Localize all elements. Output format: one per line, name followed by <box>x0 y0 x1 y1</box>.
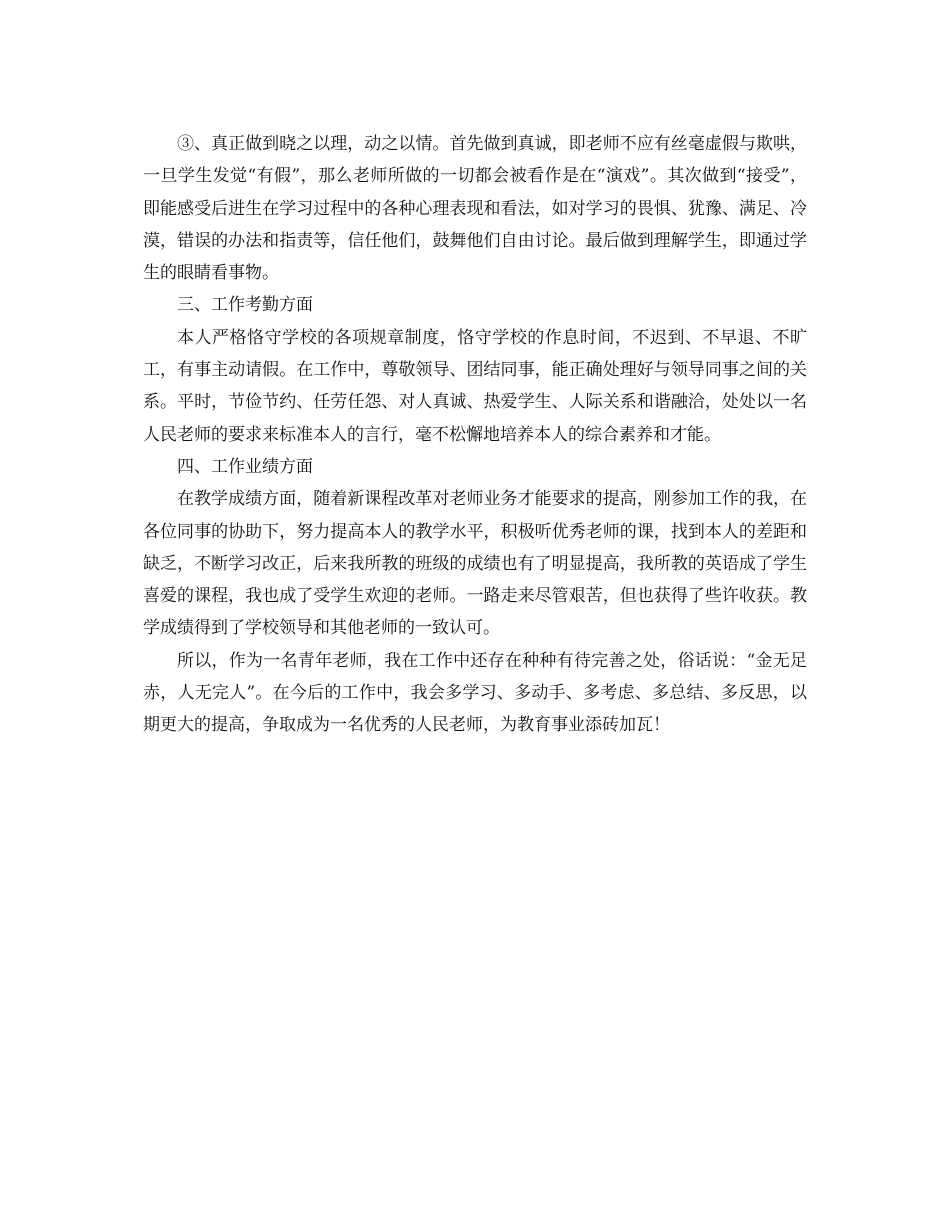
paragraph-attendance: 本人严格恪守学校的各项规章制度，恪守学校的作息时间，不迟到、不早退、不旷工，有事主动请假。在工作中，尊敬领导、团结同事，能正确处理好与领导同事之间的关系。平时，节俭节约、任劳任怨、对人真诚、热爱学生、人际关系和谐融洽，处处以一名人民老师的要求来标准本人的言行，毫不松懈地培养本人的综合素养和才能。 <box>143 327 807 445</box>
paragraph-sincerity: ③、真正做到晓之以理，动之以情。首先做到真诚，即老师不应有丝毫虚假与欺哄，一旦学生发觉“有假”，那么老师所做的一切都会被看作是在“演戏”。其次做到“接受”，即能感受后进生在学习过程中的各种心理表现和看法，如对学习的畏惧、犹豫、满足、冷漠，错误的办法和指责等，信任他们，鼓舞他们自由讨论。最后做到理解学生，即通过学生的眼睛看事物。 <box>143 134 807 284</box>
paragraph-performance: 在教学成绩方面，随着新课程改革对老师业务才能要求的提高，刚参加工作的我，在各位同事的协助下，努力提高本人的教学水平，积极听优秀老师的课，找到本人的差距和缺乏，不断学习改正，后来我所教的班级的成绩也有了明显提高，我所教的英语成了学生喜爱的课程，我也成了受学生欢迎的老师。一路走来尽管艰苦，但也获得了些许收获。教学成绩得到了学校领导和其他老师的一致认可。 <box>143 489 807 639</box>
paragraph-conclusion: 所以，作为一名青年老师，我在工作中还存在种种有待完善之处，俗话说：“金无足赤，人无完人”。在今后的工作中，我会多学习、多动手、多考虑、多总结、多反思，以期更大的提高，争取成为一名优秀的人民老师，为教育事业添砖加瓦！ <box>143 650 807 736</box>
section-heading-performance: 四、工作业绩方面 <box>177 456 313 477</box>
section-heading-attendance: 三、工作考勤方面 <box>177 295 313 316</box>
document-body <box>143 128 807 742</box>
